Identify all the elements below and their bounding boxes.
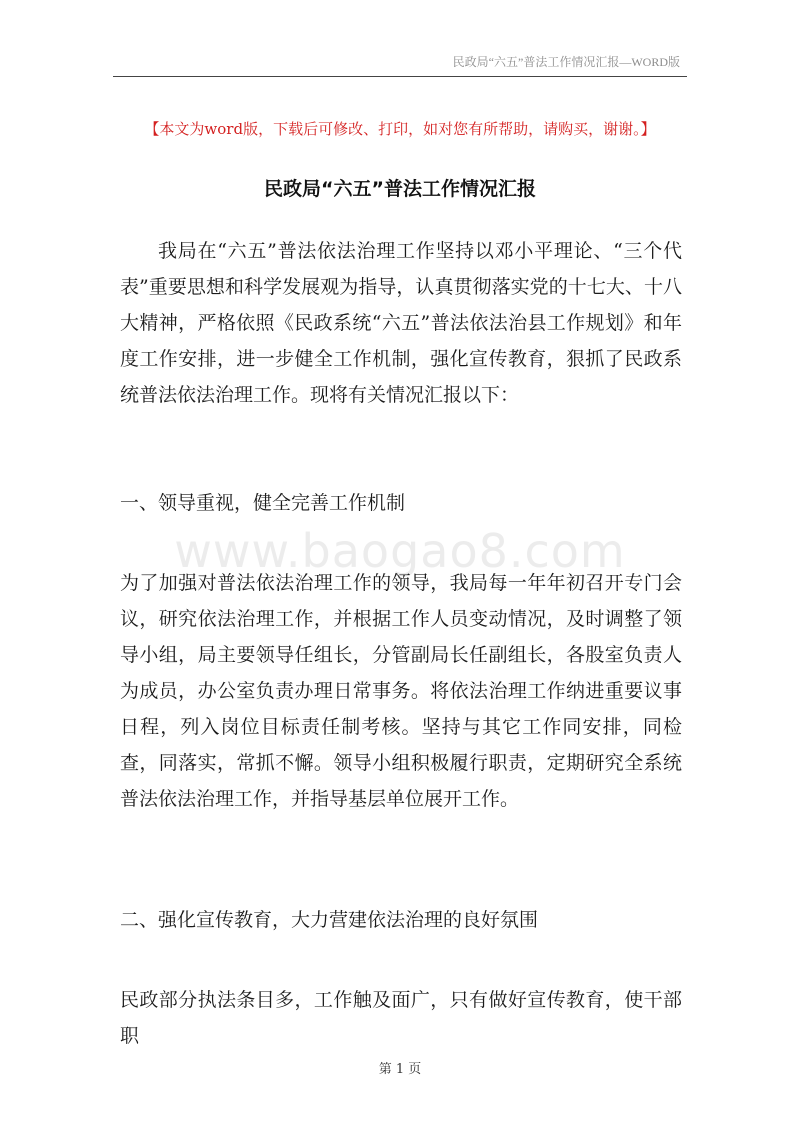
section-heading-1: 一、领导重视，健全完善工作机制 bbox=[120, 492, 406, 514]
section-1-body: 为了加强对普法依法治理工作的领导，我局每一年年初召开专门会议，研究依法治理工作，并根据工作人员变动情况，及时调整了领导小组，局主要领导任组长，分管副局长任副组长，各股室负责人为成员，办公室负责办理日常事务。将依法治理工作纳进重要议事日程，列入岗位目标责任制考核。坚持与其它工作同安排，同检查，同落实，常抓不懈。领导小组积极履行职责，定期研究全系统普法依法治理工作，并指导基层单位展开工作。 bbox=[120, 572, 682, 810]
watermark: www.baogao8.com bbox=[174, 524, 626, 578]
section-heading-2: 二、强化宣传教育，大力营建依法治理的良好氛围 bbox=[120, 909, 539, 931]
running-header: 民政局“六五”普法工作情况汇报—WORD版 bbox=[452, 55, 680, 69]
section-2-body: 民政部分执法条目多，工作触及面广，只有做好宣传教育，使干部职 bbox=[120, 989, 682, 1047]
document-title: 民政局“六五”普法工作情况汇报 bbox=[264, 178, 536, 200]
intro-paragraph: 我局在“六五”普法依法治理工作坚持以邓小平理论、“三个代表”重要思想和科学发展观为指导，认真贯彻落实党的十七大、十八大精神，严格依照《民政系统“六五”普法依法治县工作规划》和年度工作安排，进一步健全工作机制，强化宣传教育，狠抓了民政系统普法依法治理工作。现将有关情况汇报以下： bbox=[120, 240, 682, 406]
page-number: 第 1 页 bbox=[378, 1062, 422, 1077]
download-notice: 【本文为word版，下载后可修改、打印，如对您有所帮助，请购买，谢谢。】 bbox=[144, 120, 656, 138]
header-divider bbox=[113, 76, 687, 77]
